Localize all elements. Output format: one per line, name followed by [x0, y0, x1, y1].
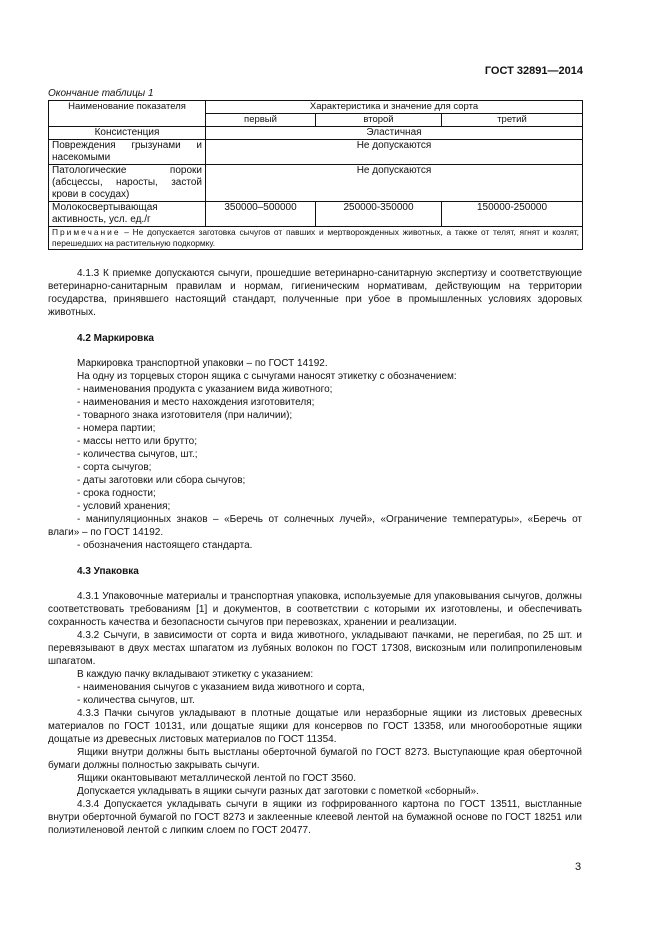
- list-item: - даты заготовки или сбора сычугов;: [77, 475, 246, 486]
- list-item: - наименования сычугов с указанием вида животного и сорта,: [77, 682, 365, 693]
- document-body: [48, 267, 582, 837]
- table-row: [49, 202, 583, 227]
- paragraph-4-3-2: 4.3.2 Сычуги, в зависимости от сорта и вида животного, укладывают пачками, не перегибая, по 25 шт. и перевязывают в двух местах шпагатом из лубяных волокон по ГОСТ 17308, вискозным или полипропиленовым шпагатом.: [48, 630, 582, 667]
- paragraph-label-intro: В каждую пачку вкладывают этикетку с указанием:: [77, 669, 314, 680]
- header-indicator: Наименование показателя: [49, 101, 206, 127]
- note-text: – Не допускается заготовка сычугов от павших и мертворожденных животных, а также от телят, ягнят и козлят, перешедших на растительную подкормку.: [52, 227, 579, 248]
- row-value-third: 150000-250000: [442, 202, 583, 227]
- note-label: Примечание: [52, 227, 121, 237]
- list-item: - срока годности;: [77, 488, 156, 499]
- paragraph-mixed: Допускается укладывать в ящики сычуги разных дат заготовки с пометкой «сборный».: [77, 786, 479, 797]
- paragraph-wrapping: Ящики внутри должны быть выстланы оберточной бумагой по ГОСТ 8273. Выступающие края оберточной бумаги должны полностью закрывать сычуги.: [48, 747, 582, 771]
- list-item: - сорта сычугов;: [77, 462, 152, 473]
- table-header-row: [49, 101, 583, 114]
- grade-second: второй: [316, 114, 442, 127]
- table-row: [49, 140, 583, 165]
- paragraph-marking-label: На одну из торцевых сторон ящика с сычугами наносят этикетку с обозначением:: [77, 371, 457, 382]
- row-value-first: 350000–500000: [206, 202, 316, 227]
- list-item: - наименования и место нахождения изготовителя;: [77, 397, 315, 408]
- list-item: - номера партии;: [77, 423, 156, 434]
- document-header: ГОСТ 32891—2014: [484, 65, 583, 77]
- row-name: Молокосвертывающая активность, усл. ед./г: [49, 202, 206, 227]
- list-item: - массы нетто или брутто;: [77, 436, 197, 447]
- section-heading-marking: 4.2 Маркировка: [77, 333, 154, 344]
- row-value: Не допускаются: [206, 140, 583, 165]
- table-note: [49, 227, 583, 250]
- paragraph-4-1-3: 4.1.3 К приемке допускаются сычуги, прошедшие ветеринарно-санитарную экспертизу и соответствующие ветеринарно-санитарным правилам и нормам, гигиеническим нормативам, действующим на территории государства, принявшего настоящий стандарт, полученные при убое в промышленных условиях здоровых животных.: [48, 268, 582, 318]
- row-value: Эластичная: [206, 127, 583, 140]
- list-item: - условий хранения;: [77, 501, 171, 512]
- row-name: Повреждения грызунами и насекомыми: [49, 140, 206, 165]
- characteristics-table: [48, 100, 583, 250]
- grade-third: третий: [442, 114, 583, 127]
- list-item: - наименования продукта с указанием вида животного;: [77, 384, 333, 395]
- paragraph-4-3-4: 4.3.4 Допускается укладывать сычуги в ящики из гофрированного картона по ГОСТ 13511, выстланные внутри оберточной бумагой по ГОСТ 8273 и заклеенные клеевой лентой на бумажной основе по ГОСТ 18251 или полиэтиленовой лентой с липким слоем по ГОСТ 20477.: [48, 799, 582, 836]
- table-note-row: [49, 227, 583, 250]
- paragraph-4-3-1: 4.3.1 Упаковочные материалы и транспортная упаковка, используемые для упаковывания сычугов, должны соответствовать требованиям [1] и документов, в соответствии с которыми их изготовлены, и обеспечивать сохранность качества и безопасности сычугов при перевозках, хранении и реализации.: [48, 591, 582, 628]
- list-item: - количества сычугов, шт.;: [77, 449, 198, 460]
- table-caption: Окончание таблицы 1: [48, 88, 154, 99]
- table-row: [49, 127, 583, 140]
- row-name: Патологические пороки (абсцессы, наросты, застой крови в сосудах): [49, 165, 206, 202]
- row-value-second: 250000-350000: [316, 202, 442, 227]
- section-heading-packaging: 4.3 Упаковка: [77, 566, 139, 577]
- list-item: - количества сычугов, шт.: [77, 695, 195, 706]
- table-row: [49, 165, 583, 202]
- paragraph-4-3-3: 4.3.3 Пачки сычугов укладывают в плотные дощатые или неразборные ящики из листовых древесных материалов по ГОСТ 10131, или дощатые ящики для консервов по ГОСТ 13358, или многооборотные ящики дощатые из древесных листовых материалов по ГОСТ 11354.: [48, 708, 582, 745]
- list-item: - товарного знака изготовителя (при наличии);: [77, 410, 293, 421]
- header-characteristic: Характеристика и значение для сорта: [206, 101, 583, 114]
- row-value: Не допускаются: [206, 165, 583, 202]
- paragraph-banding: Ящики окантовывают металлической лентой по ГОСТ 3560.: [77, 773, 357, 784]
- page-number: 3: [575, 861, 582, 873]
- row-name: Консистенция: [49, 127, 206, 140]
- list-item: - обозначения настоящего стандарта.: [77, 540, 253, 551]
- grade-first: первый: [206, 114, 316, 127]
- paragraph-marking-intro: Маркировка транспортной упаковки – по ГОСТ 14192.: [77, 358, 328, 369]
- list-item: - манипуляционных знаков – «Беречь от солнечных лучей», «Ограничение температуры», «Беречь от влаги» – по ГОСТ 14192.: [48, 514, 582, 538]
